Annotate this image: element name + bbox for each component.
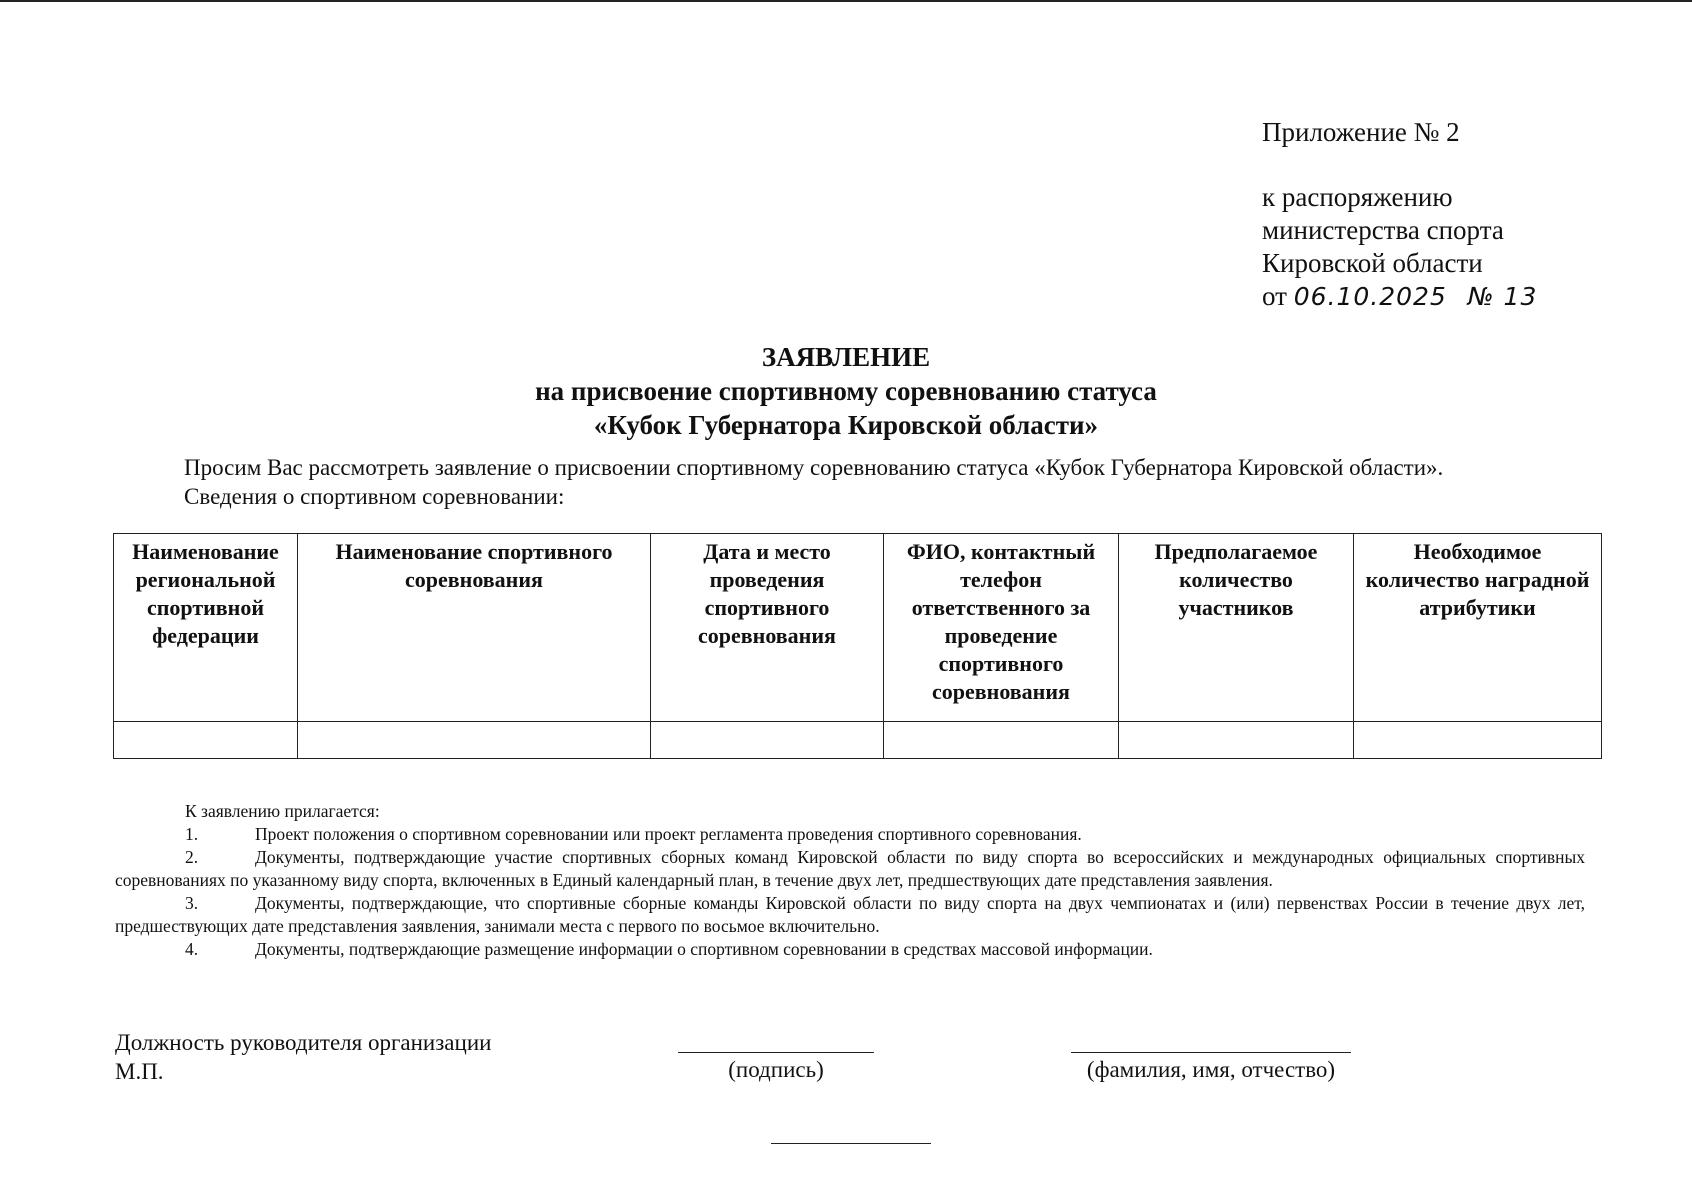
column-header-date-place: Дата и место проведения спортивного соревнования: [651, 534, 884, 722]
date-prefix: от: [1262, 281, 1287, 311]
attachments-list: [115, 800, 1585, 961]
column-header-participants: Предполагаемое количество участников: [1119, 534, 1354, 722]
order-date-line: [1262, 280, 1537, 313]
column-header-awards: Необходимое количество наградной атрибутики: [1354, 534, 1602, 722]
table-row: [114, 722, 1602, 759]
list-item-text: Документы, подтверждающие размещение информации о спортивном соревновании в средствах массовой информации.: [255, 939, 1153, 959]
full-name-label: (фамилия, имя, отчество): [1086, 1057, 1336, 1082]
list-item: [115, 938, 1585, 961]
column-header-federation: Наименование региональной спортивной федерации: [114, 534, 298, 722]
position-label: Должность руководителя организации: [115, 1030, 492, 1055]
order-line-3: Кировской области: [1262, 248, 1483, 278]
list-item: [115, 846, 1585, 892]
title-line-1: ЗАЯВЛЕНИЕ: [761, 342, 931, 372]
order-line-1: к распоряжению: [1262, 182, 1453, 212]
list-item-text: Документы, подтверждающие участие спортивных сборных команд Кировской области по виду спорта во всероссийских и международных официальных спортивных соревнованиях по указанному виду спорта, включенных в Единый календарный план, в течение двух лет, предшествующих дате представления заявления.: [115, 847, 1585, 890]
list-item-number: 4.: [185, 939, 199, 959]
table-cell: [114, 722, 298, 759]
appendix-block: [1262, 116, 1537, 313]
table-cell: [1119, 722, 1354, 759]
intro-text: [184, 453, 1443, 511]
closing-divider: [771, 1143, 931, 1144]
list-item-number: 3.: [185, 893, 199, 913]
table-cell: [651, 722, 884, 759]
list-item-number: 2.: [185, 847, 199, 867]
handwritten-number: № 13: [1467, 282, 1538, 311]
handwritten-date: 06.10.2025: [1293, 282, 1447, 311]
full-name-line: [1071, 1052, 1351, 1053]
column-header-responsible-contact: ФИО, контактный телефон ответственного за проведение спортивного соревнования: [884, 534, 1119, 722]
list-item: [115, 892, 1585, 938]
list-item-number: 1.: [185, 824, 199, 844]
list-item: [115, 823, 1585, 846]
stamp-label: М.П.: [115, 1059, 164, 1084]
signature-label: (подпись): [728, 1057, 824, 1082]
appendix-number: Приложение № 2: [1262, 117, 1460, 147]
intro-line-2: Сведения о спортивном соревновании:: [184, 484, 565, 509]
order-line-2: министерства спорта: [1262, 215, 1504, 245]
table-cell: [884, 722, 1119, 759]
attachments-heading: К заявлению прилагается:: [185, 801, 380, 821]
list-item-text: Документы, подтверждающие, что спортивные сборные команды Кировской области по виду спорта на двух чемпионатах и (или) первенствах России в течение двух лет, предшествующих дате представления заявления, занимали места с первого по восьмое включительно.: [115, 893, 1585, 936]
column-header-competition-name: Наименование спортивного соревнования: [298, 534, 651, 722]
document-title: [0, 340, 1692, 442]
table-cell: [1354, 722, 1602, 759]
intro-line-1: Просим Вас рассмотреть заявление о присвоении спортивному соревнованию статуса «Кубок Губернатора Кировской области».: [184, 455, 1444, 480]
table-cell: [298, 722, 651, 759]
title-line-2: на присвоение спортивному соревнованию статуса: [535, 376, 1157, 406]
top-border: [0, 0, 1692, 2]
list-item-text: Проект положения о спортивном соревновании или проект регламента проведения спортивного соревнования.: [255, 824, 1082, 844]
signature-left-block: [115, 1028, 491, 1086]
title-line-3: «Кубок Губернатора Кировской области»: [593, 410, 1099, 440]
signature-line: [678, 1052, 874, 1053]
competition-info-table: [113, 533, 1602, 759]
table-header-row: [114, 534, 1602, 722]
